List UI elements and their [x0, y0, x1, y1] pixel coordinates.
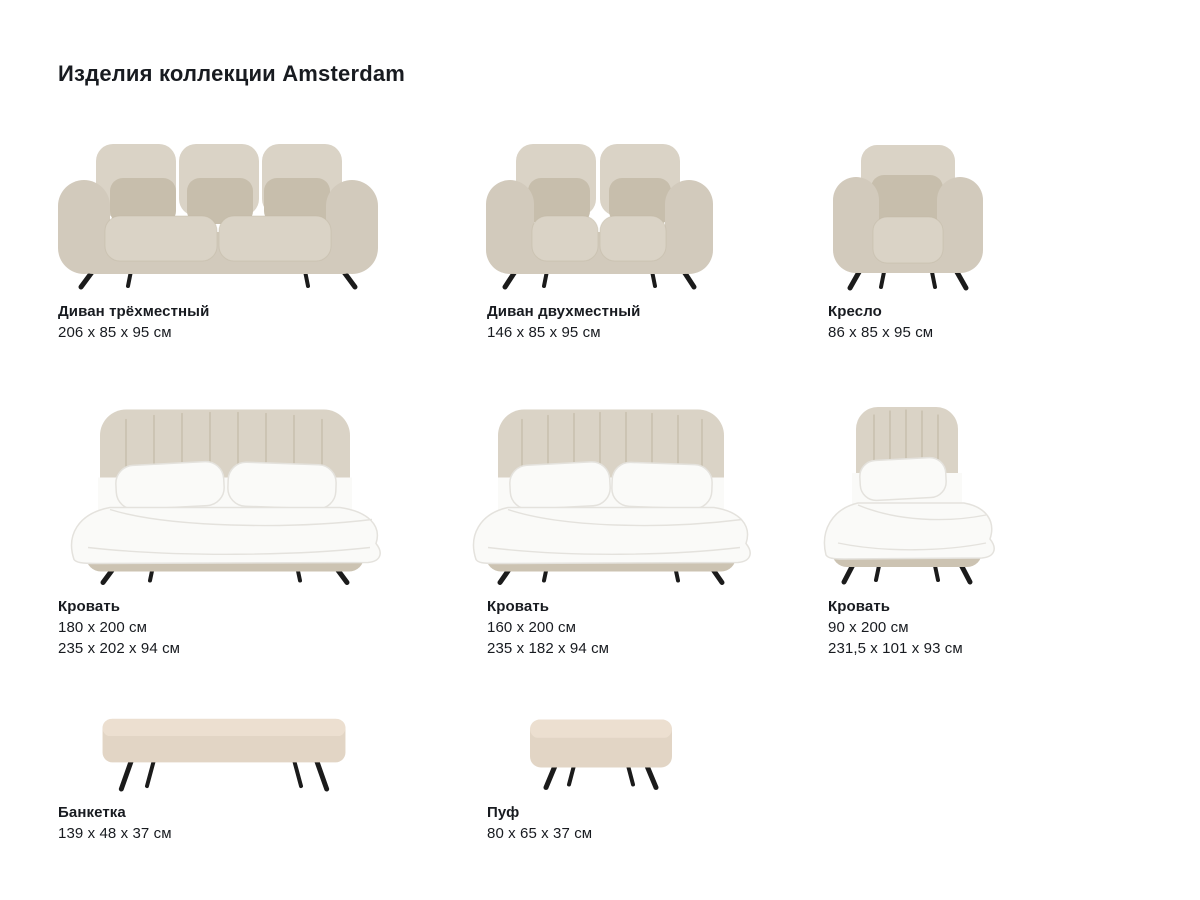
- bench-drawing: [95, 713, 353, 792]
- product-name: Диван двухместный: [487, 303, 641, 320]
- double-bed-180-image: [58, 407, 392, 586]
- product-dimensions: 235 x 202 x 94 см: [58, 640, 181, 657]
- product-card-sofa-two-seat: [487, 136, 827, 343]
- two-seat-sofa-image: [486, 136, 713, 291]
- bench-image: [95, 713, 353, 792]
- product-name: Кровать: [487, 598, 550, 615]
- product-caption: [58, 802, 488, 844]
- product-card-bed-90: [828, 407, 1148, 659]
- three-seat-sofa-drawing: [58, 136, 378, 291]
- product-name: Кровать: [828, 598, 891, 615]
- product-card-pouf: [487, 713, 827, 844]
- product-dimensions: 180 x 200 см: [58, 619, 148, 636]
- armchair-drawing: [833, 141, 983, 291]
- double-bed-160-image: [462, 407, 760, 586]
- product-caption: [58, 301, 488, 343]
- two-seat-sofa-drawing: [486, 136, 713, 291]
- pouf-image: [520, 713, 682, 792]
- product-dimensions: 139 x 48 x 37 см: [58, 825, 172, 842]
- product-dimensions: 146 x 85 x 95 см: [487, 324, 601, 341]
- product-name: Диван трёхместный: [58, 303, 210, 320]
- three-seat-sofa-image: [58, 136, 378, 291]
- product-name: Кресло: [828, 303, 882, 320]
- product-caption: [487, 301, 827, 343]
- double-bed-180-drawing: [58, 407, 392, 586]
- product-card-bed-160: [487, 407, 827, 659]
- product-caption: [828, 301, 1148, 343]
- armchair-image: [833, 141, 983, 291]
- product-caption: [487, 802, 827, 844]
- product-card-bed-180: [58, 407, 488, 659]
- product-dimensions: 231,5 x 101 x 93 см: [828, 640, 963, 657]
- product-dimensions: 160 x 200 см: [487, 619, 577, 636]
- product-dimensions: 80 x 65 x 37 см: [487, 825, 593, 842]
- single-bed-90-drawing: [816, 407, 998, 586]
- product-name: Банкетка: [58, 804, 126, 821]
- page-title: Изделия коллекции Amsterdam: [58, 60, 406, 86]
- product-dimensions: 235 x 182 x 94 см: [487, 640, 610, 657]
- pouf-drawing: [520, 713, 682, 792]
- product-card-sofa-three-seat: [58, 136, 488, 343]
- single-bed-90-image: [816, 407, 998, 586]
- product-caption: [487, 596, 827, 659]
- product-name: Кровать: [58, 598, 121, 615]
- product-caption: [828, 596, 1148, 659]
- product-name: Пуф: [487, 804, 520, 821]
- double-bed-160-drawing: [462, 407, 760, 586]
- product-dimensions: 90 x 200 см: [828, 619, 909, 636]
- product-dimensions: 86 x 85 x 95 см: [828, 324, 934, 341]
- product-caption: [58, 596, 488, 659]
- product-card-bench: [58, 713, 488, 844]
- product-dimensions: 206 x 85 x 95 см: [58, 324, 172, 341]
- product-card-armchair: [828, 136, 1148, 343]
